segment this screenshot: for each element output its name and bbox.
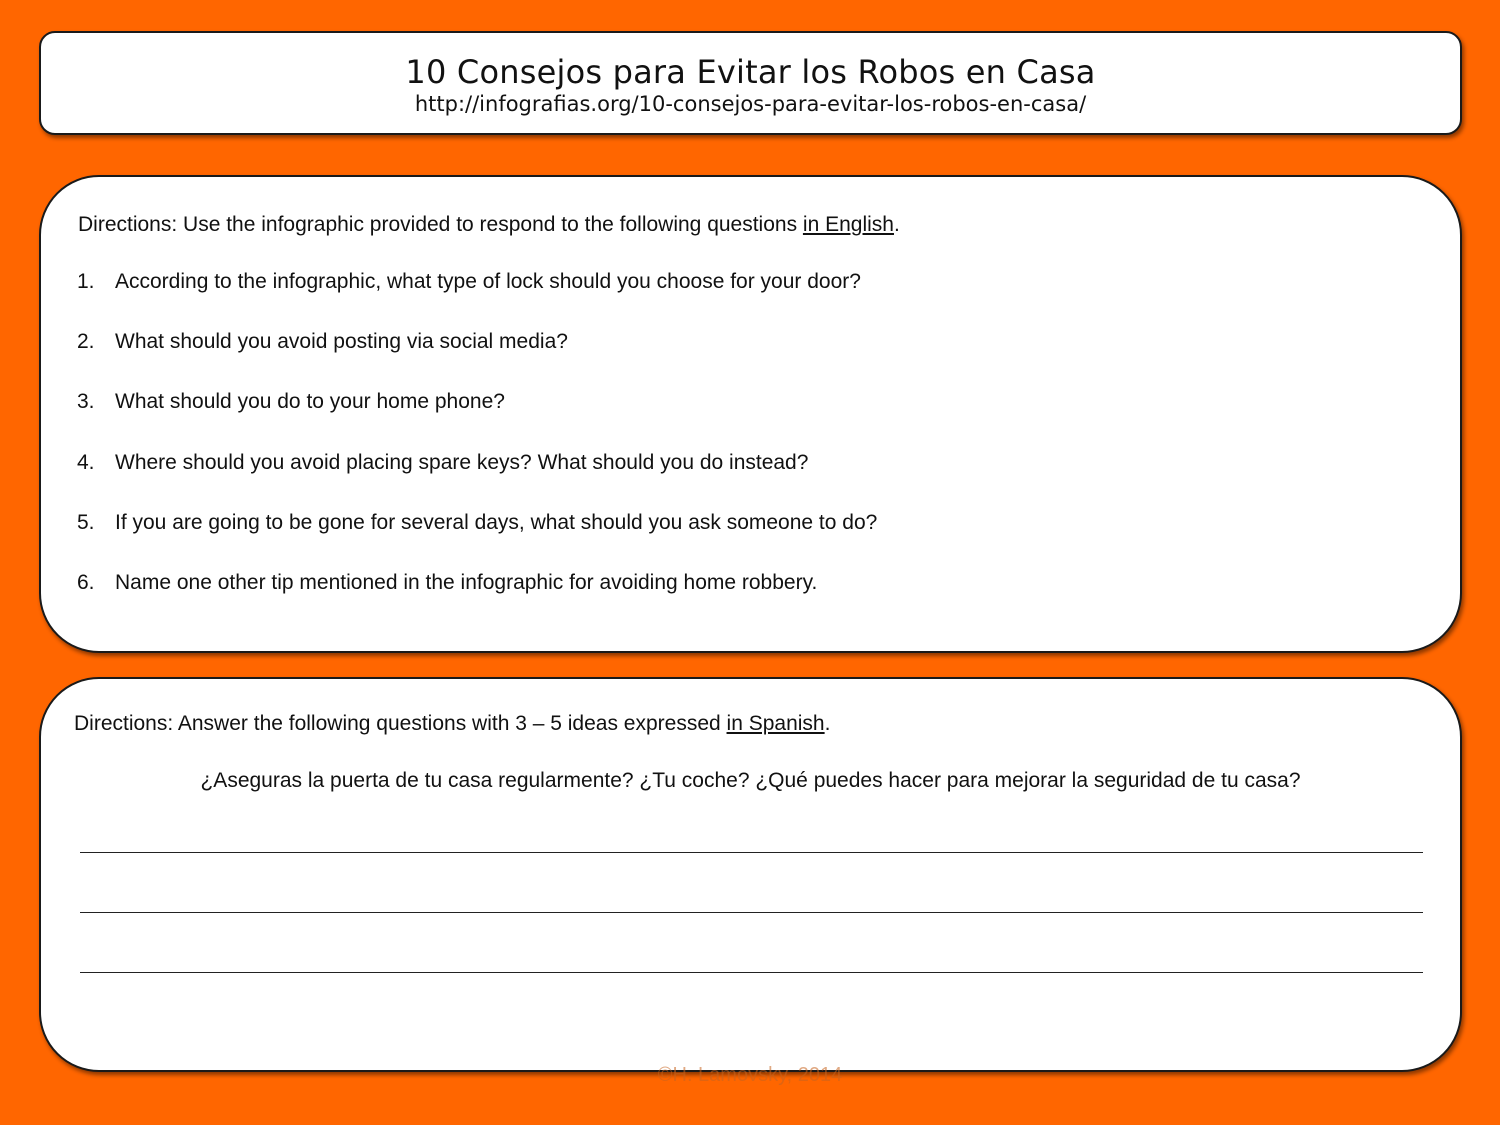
english-questions-box	[39, 175, 1462, 653]
question-text: Name one other tip mentioned in the infographic for avoiding home robbery.	[115, 570, 818, 594]
spanish-directions-emphasis: in Spanish	[726, 712, 825, 735]
spanish-prompt: ¿Aseguras la puerta de tu casa regularmente? ¿Tu coche? ¿Qué puedes hacer para mejorar la seguridad de tu casa?	[200, 769, 1301, 792]
title-box	[39, 31, 1462, 135]
spanish-directions-period: .	[824, 712, 831, 735]
question-text: Where should you avoid placing spare keys? What should you do instead?	[115, 450, 809, 474]
english-directions-text: Directions: Use the infographic provided to respond to the following questions	[78, 213, 803, 236]
worksheet-title: 10 Consejos para Evitar los Robos en Casa	[405, 53, 1096, 91]
question-number: 1.	[77, 270, 95, 293]
spanish-writing-box	[39, 677, 1462, 1072]
answer-line-1[interactable]	[80, 852, 1423, 853]
question-text: What should you do to your home phone?	[115, 390, 505, 414]
question-text: If you are going to be gone for several days, what should you ask someone to do?	[115, 510, 878, 534]
question-number: 4.	[77, 450, 95, 474]
spanish-directions	[74, 711, 830, 737]
question-text: According to the infographic, what type of lock should you choose for your door?	[115, 270, 861, 293]
english-directions-emphasis: in English	[802, 213, 894, 236]
source-url: http://infografias.org/10-consejos-para-evitar-los-robos-en-casa/	[414, 92, 1087, 116]
english-directions	[78, 212, 900, 238]
question-number: 3.	[77, 390, 95, 414]
answer-line-3[interactable]	[80, 972, 1423, 973]
spanish-directions-text: Directions: Answer the following questions with 3 – 5 ideas expressed	[74, 712, 727, 735]
question-number: 6.	[77, 570, 95, 594]
answer-line-2[interactable]	[80, 912, 1423, 913]
question-text: What should you avoid posting via social media?	[115, 330, 568, 354]
english-directions-period: .	[893, 213, 900, 236]
copyright-watermark: ©H. Lamovsky, 2014	[657, 1064, 843, 1086]
question-number: 5.	[77, 510, 95, 534]
question-number: 2.	[77, 330, 95, 354]
